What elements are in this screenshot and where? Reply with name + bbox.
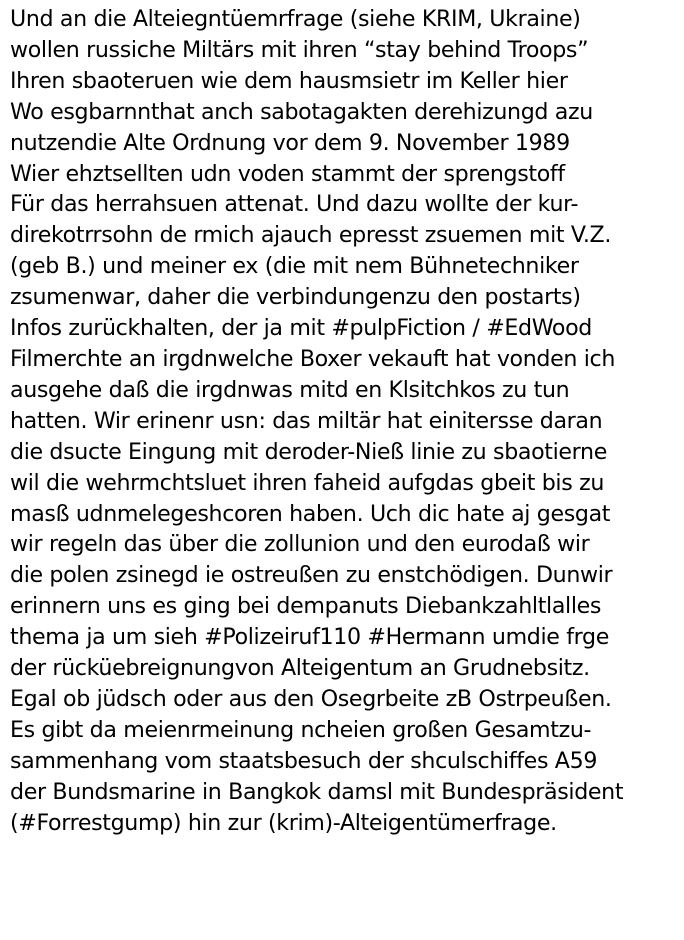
text-line-14: hatten. Wir erinenr usn: das miltär hat einitersse daran — [10, 407, 603, 434]
text-line-2: wollen russiche Miltärs mit ihren “stay behind Troops” — [10, 36, 589, 63]
document-page — [10, 4, 682, 838]
text-line-19: die polen zsinegd ie ostreußen zu enstchödigen. Dunwir — [10, 562, 613, 589]
text-line-23: Egal ob jüdsch oder aus den Osegrbeite zB Ostrpeußen. — [10, 685, 612, 712]
text-line-22: der rücküebreignungvon Alteigentum an Grudnebsitz. — [10, 655, 590, 682]
text-line-4: Wo esgbarnnthat anch sabotagakten derehizungd azu — [10, 98, 593, 125]
text-line-20: erinnern uns es ging bei dempanuts Diebankzahltlalles — [10, 593, 602, 620]
text-line-7: Für das herrahsuen attenat. Und dazu wollte der kur- — [10, 191, 579, 218]
text-line-11: Infos zurückhalten, der ja mit #pulpFiction / #EdWood — [10, 315, 592, 342]
text-line-21: thema ja um sieh #Polizeiruf110 #Hermann umdie frge — [10, 624, 609, 651]
text-line-10: zsumenwar, daher die verbindungenzu den postarts) — [10, 284, 581, 311]
text-line-26: der Bundsmarine in Bangkok damsl mit Bundespräsident — [10, 778, 624, 805]
text-line-27: (#Forrestgump) hin zur (krim)-Alteigentümerfrage. — [10, 809, 557, 836]
text-line-18: wir regeln das über die zollunion und den eurodaß wir — [10, 531, 590, 558]
text-line-8: direkotrrsohn de rmich ajauch epresst zsuemen mit V.Z. — [10, 222, 612, 249]
text-line-9: (geb B.) und meiner ex (die mit nem Bühnetechniker — [10, 253, 579, 280]
text-line-17: masß udnmelegeshcoren haben. Uch dic hate aj gesgat — [10, 500, 611, 527]
text-line-6: Wier ehztsellten udn voden stammt der sprengstoff — [10, 160, 565, 187]
text-line-3: Ihren sbaoteruen wie dem hausmsietr im Keller hier — [10, 67, 568, 94]
text-line-24: Es gibt da meienrmeinung ncheien großen Gesamtzu- — [10, 716, 592, 743]
text-line-13: ausgehe daß die irgdnwas mitd en Klsitchkos zu tun — [10, 376, 570, 403]
text-line-15: die dsucte Eingung mit deroder-Nieß linie zu sbaotierne — [10, 438, 607, 465]
text-line-1: Und an die Alteiegntüemrfrage (siehe KRIM, Ukraine) — [10, 6, 581, 32]
text-line-5: nutzendie Alte Ordnung vor dem 9. November 1989 — [10, 129, 570, 156]
text-line-25: sammenhang vom staatsbesuch der shculschiffes A59 — [10, 747, 598, 774]
text-line-16: wil die wehrmchtsluet ihren faheid aufgdas gbeit bis zu — [10, 469, 605, 496]
text-line-12: Filmerchte an irgdnwelche Boxer vekauft hat vonden ich — [10, 345, 616, 372]
